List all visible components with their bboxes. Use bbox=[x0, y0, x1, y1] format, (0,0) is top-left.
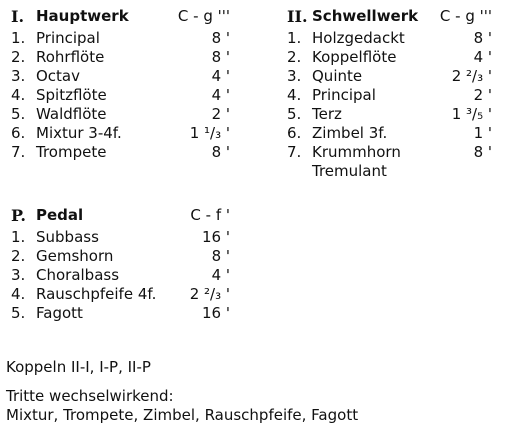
stop-row bbox=[287, 48, 492, 67]
division-numeral: P. bbox=[11, 206, 26, 225]
stop-number: 3. bbox=[287, 67, 302, 85]
compass-range: C - f ' bbox=[190, 206, 230, 224]
stop-name: Waldflöte bbox=[36, 105, 107, 123]
stop-row bbox=[11, 124, 230, 143]
stop-number: 7. bbox=[287, 143, 302, 161]
stop-name: Choralbass bbox=[36, 266, 120, 284]
stop-pitch: 2 ' bbox=[211, 105, 230, 123]
stop-number: 2. bbox=[287, 48, 302, 66]
stop-pitch: 8 ' bbox=[211, 48, 230, 66]
stop-row bbox=[287, 29, 492, 48]
stop-row bbox=[287, 105, 492, 124]
stop-name: Krummhorn bbox=[312, 143, 401, 161]
stop-row bbox=[287, 143, 492, 162]
stop-name: Subbass bbox=[36, 228, 99, 246]
stop-name: Octav bbox=[36, 67, 81, 85]
stop-number: 6. bbox=[11, 124, 26, 142]
stop-row bbox=[11, 228, 230, 247]
stop-row bbox=[11, 105, 230, 124]
stop-name: Gemshorn bbox=[36, 247, 114, 265]
stop-name: Fagott bbox=[36, 304, 83, 322]
stop-name: Rohrflöte bbox=[36, 48, 105, 66]
division-header bbox=[287, 7, 492, 29]
stop-pitch: 1 ¹/₃ ' bbox=[189, 124, 230, 142]
stop-row bbox=[11, 86, 230, 105]
stop-number: 3. bbox=[11, 67, 26, 85]
stop-row bbox=[11, 285, 230, 304]
stop-pitch: 16 ' bbox=[202, 304, 230, 322]
stop-row bbox=[11, 48, 230, 67]
stop-number: 5. bbox=[11, 105, 26, 123]
stop-name: Trompete bbox=[36, 143, 107, 161]
division-title: Pedal bbox=[36, 206, 84, 224]
division-pedal bbox=[11, 206, 230, 323]
stop-pitch: 8 ' bbox=[211, 143, 230, 161]
compass-range: C - g ''' bbox=[439, 7, 492, 25]
stop-row bbox=[287, 124, 492, 143]
stop-row bbox=[11, 266, 230, 285]
tritte-label: Tritte wechselwirkend: bbox=[6, 387, 174, 405]
couplers-text: Koppeln II-I, I-P, II-P bbox=[6, 358, 151, 376]
stop-name: Koppelflöte bbox=[312, 48, 397, 66]
division-hauptwerk bbox=[11, 7, 230, 162]
stop-pitch: 2 ²/₃ ' bbox=[189, 285, 230, 303]
accessories-notes bbox=[6, 358, 506, 425]
stop-row bbox=[11, 143, 230, 162]
stop-number: 5. bbox=[11, 304, 26, 322]
stop-number: 1. bbox=[11, 29, 26, 47]
stop-row bbox=[11, 67, 230, 86]
stop-name: Quinte bbox=[312, 67, 363, 85]
stop-list bbox=[11, 29, 230, 162]
compass-range: C - g ''' bbox=[177, 7, 230, 25]
stop-number: 1. bbox=[11, 228, 26, 246]
stop-pitch: 4 ' bbox=[211, 86, 230, 104]
stop-number: 3. bbox=[11, 266, 26, 284]
stop-pitch: 4 ' bbox=[473, 48, 492, 66]
stop-number: 4. bbox=[11, 285, 26, 303]
stop-number: 2. bbox=[11, 48, 26, 66]
stop-name: Zimbel 3f. bbox=[312, 124, 388, 142]
stop-row bbox=[11, 247, 230, 266]
stop-name: Terz bbox=[312, 105, 342, 123]
stop-name: Spitzflöte bbox=[36, 86, 107, 104]
stop-pitch: 1 ³/₅ ' bbox=[451, 105, 492, 123]
stop-name: Principal bbox=[36, 29, 100, 47]
stop-number: 4. bbox=[287, 86, 302, 104]
stop-pitch: 16 ' bbox=[202, 228, 230, 246]
stop-name: Principal bbox=[312, 86, 376, 104]
stop-pitch: 8 ' bbox=[473, 143, 492, 161]
stop-row bbox=[11, 29, 230, 48]
division-header bbox=[11, 7, 230, 29]
stop-name: Holzgedackt bbox=[312, 29, 405, 47]
stop-number: 2. bbox=[11, 247, 26, 265]
stop-pitch: 8 ' bbox=[473, 29, 492, 47]
stop-name: Rauschpfeife 4f. bbox=[36, 285, 157, 303]
stop-number: 6. bbox=[287, 124, 302, 142]
stop-pitch: 8 ' bbox=[211, 29, 230, 47]
division-title: Hauptwerk bbox=[36, 7, 129, 25]
stop-list bbox=[11, 228, 230, 323]
stop-row bbox=[11, 304, 230, 323]
stop-list bbox=[287, 29, 492, 162]
stop-name: Mixtur 3-4f. bbox=[36, 124, 122, 142]
division-schwellwerk bbox=[287, 7, 492, 181]
stop-number: 5. bbox=[287, 105, 302, 123]
tritte-list: Mixtur, Trompete, Zimbel, Rauschpfeife, Fagott bbox=[6, 406, 359, 424]
division-title: Schwellwerk bbox=[312, 7, 419, 25]
stop-pitch: 4 ' bbox=[211, 266, 230, 284]
stop-row bbox=[287, 67, 492, 86]
stop-number: 1. bbox=[287, 29, 302, 47]
division-header bbox=[11, 206, 230, 228]
stop-pitch: 2 ²/₃ ' bbox=[451, 67, 492, 85]
stop-pitch: 1 ' bbox=[473, 124, 492, 142]
stop-pitch: 4 ' bbox=[211, 67, 230, 85]
stop-number: 7. bbox=[11, 143, 26, 161]
stop-pitch: 2 ' bbox=[473, 86, 492, 104]
division-numeral: I. bbox=[11, 7, 25, 26]
stop-row bbox=[287, 86, 492, 105]
stop-number: 4. bbox=[11, 86, 26, 104]
stop-pitch: 8 ' bbox=[211, 247, 230, 265]
tremulant-label: Tremulant bbox=[312, 162, 387, 180]
spacer bbox=[6, 377, 506, 387]
division-numeral: II. bbox=[287, 7, 308, 26]
